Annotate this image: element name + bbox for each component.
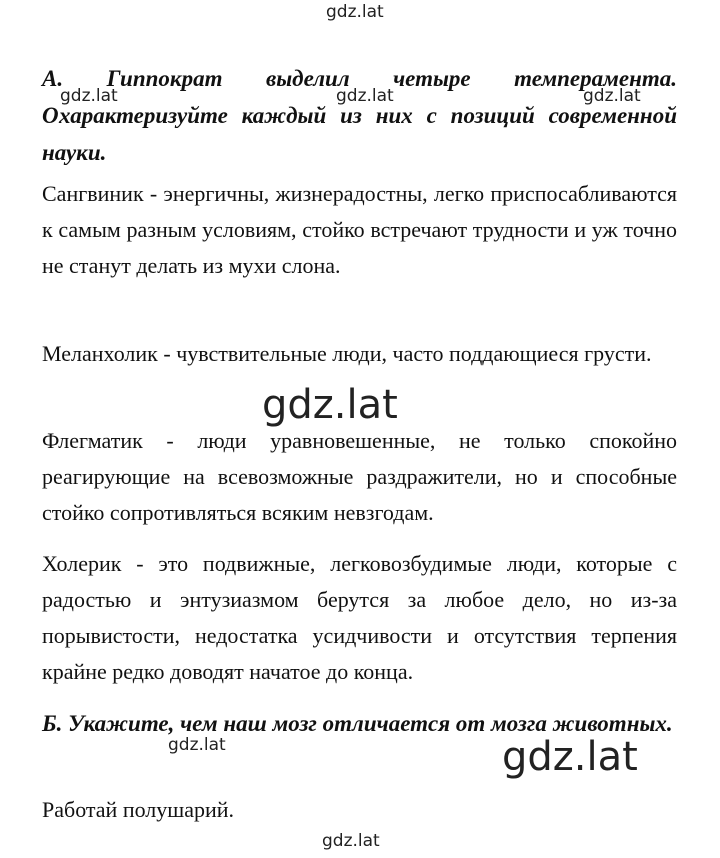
answer-b: Работай полушарий. — [42, 797, 235, 822]
answer-phlegmatic: Флегматик - люди уравновешенные, не только спокойно реагирующие на всевозможные раздражители, но и способные стойко сопротивляться всяким невзгодам. — [42, 428, 677, 525]
answer-choleric: Холерик - это подвижные, легковозбудимые люди, которые с радостью и энтузиазмом берутся за любое дело, но из-за порывистости, недостатка усидчивости и отсутствия терпения крайне редко доводят начатое до конца. — [42, 551, 677, 684]
watermark-bottom: gdz.lat — [322, 831, 380, 851]
watermark-center: gdz.lat — [336, 86, 394, 106]
question-b: Б. Укажите, чем наш мозг отличается от мозга животных. — [42, 711, 673, 736]
watermark-top: gdz.lat — [326, 2, 384, 22]
watermark-left: gdz.lat — [60, 86, 118, 106]
watermark-small-bottom: gdz.lat — [168, 735, 226, 755]
watermark-large-bottom: gdz.lat — [502, 734, 638, 780]
answer-sanguine: Сангвиник - энергичны, жизнерадостны, легко приспосабливаются к самым разным условиям, стойко встречают трудности и уж точно не станут делать из мухи слона. — [42, 181, 677, 278]
watermark-large-center: gdz.lat — [262, 382, 398, 428]
watermark-right: gdz.lat — [583, 86, 641, 106]
question-a: А. Гиппократ выделил четыре темперамента. Охарактеризуйте каждый из них с позиций современной науки. — [42, 66, 677, 165]
answer-melancholic: Меланхолик - чувствительные люди, часто поддающиеся грусти. — [42, 341, 652, 366]
document-page — [42, 0, 677, 858]
